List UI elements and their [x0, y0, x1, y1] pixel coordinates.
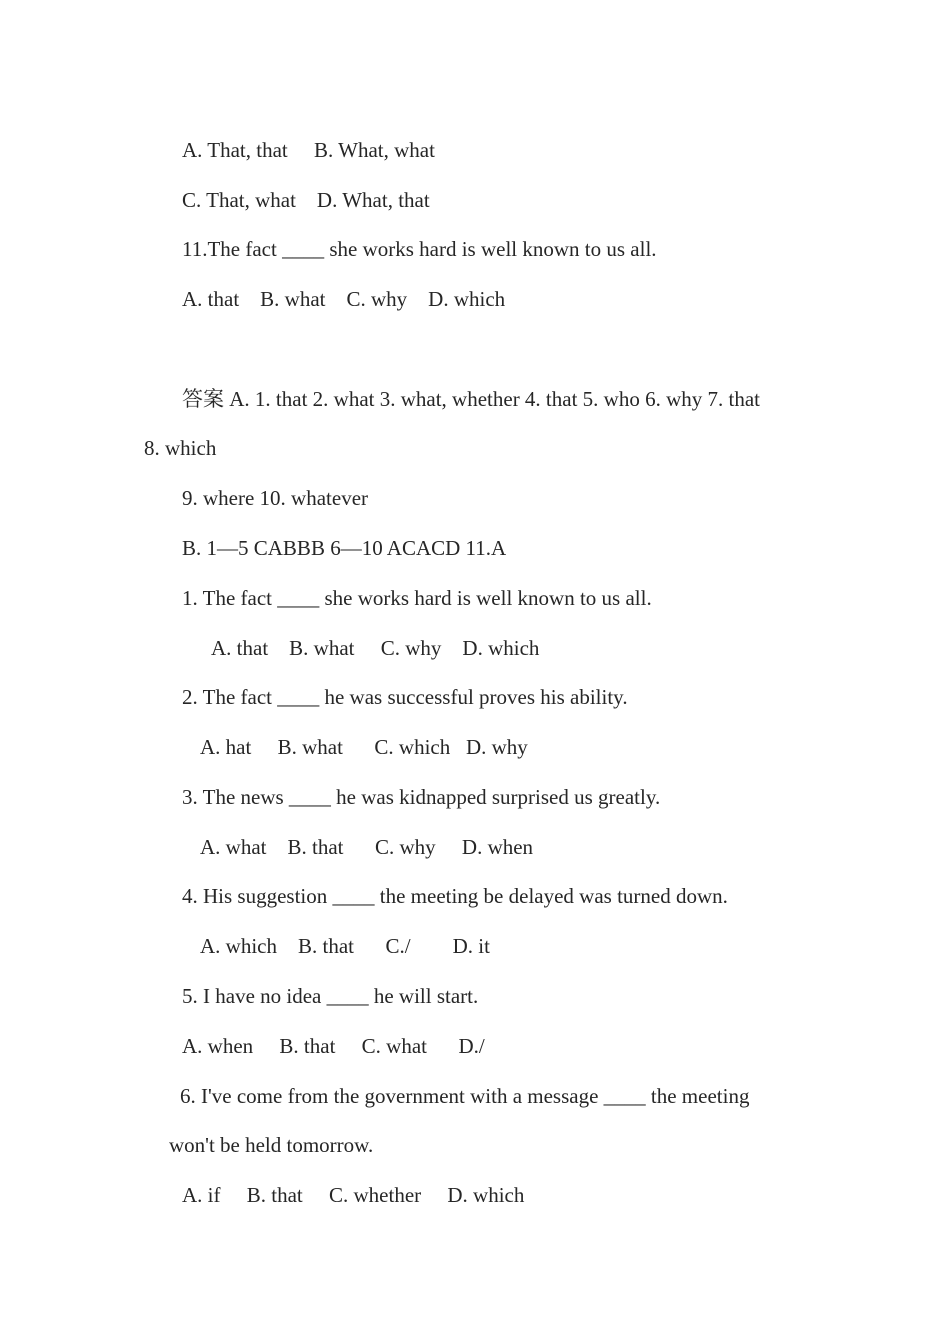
options-q3: A. what B. that C. why D. when — [200, 835, 534, 859]
question-11: 11.The fact ____ she works hard is well known to us all. — [182, 237, 657, 261]
question-3: 3. The news ____ he was kidnapped surprised us greatly. — [182, 785, 661, 809]
options-q5: A. when B. that C. what D./ — [182, 1034, 485, 1058]
question-6: 6. I've come from the government with a message ____ the meeting — [180, 1084, 750, 1108]
answer-key-a-continued: 8. which — [144, 436, 217, 460]
options-q10-cont: C. That, what D. What, that — [182, 188, 430, 212]
options-q4: A. which B. that C./ D. it — [200, 934, 490, 958]
question-2: 2. The fact ____ he was successful proves his ability. — [182, 685, 628, 709]
answer-heading: 答案 — [182, 387, 224, 411]
options-q1: A. that B. what C. why D. which — [211, 636, 540, 660]
answer-key-a-text: A. 1. that 2. what 3. what, whether 4. that 5. who 6. why 7. that — [229, 387, 760, 411]
answer-key-part-b: B. 1—5 CABBB 6—10 ACACD 11.A — [182, 536, 507, 560]
question-1: 1. The fact ____ she works hard is well known to us all. — [182, 586, 652, 610]
options-q11: A. that B. what C. why D. which — [182, 287, 506, 311]
answer-key-a-end: 9. where 10. whatever — [182, 486, 369, 510]
options-q2: A. hat B. what C. which D. why — [200, 735, 528, 759]
question-5: 5. I have no idea ____ he will start. — [182, 984, 479, 1008]
answer-key-part-a — [182, 385, 760, 413]
options-q10: A. That, that B. What, what — [182, 138, 435, 162]
question-6-continued: won't be held tomorrow. — [169, 1133, 374, 1157]
question-4: 4. His suggestion ____ the meeting be delayed was turned down. — [182, 884, 728, 908]
options-q6: A. if B. that C. whether D. which — [182, 1183, 525, 1207]
